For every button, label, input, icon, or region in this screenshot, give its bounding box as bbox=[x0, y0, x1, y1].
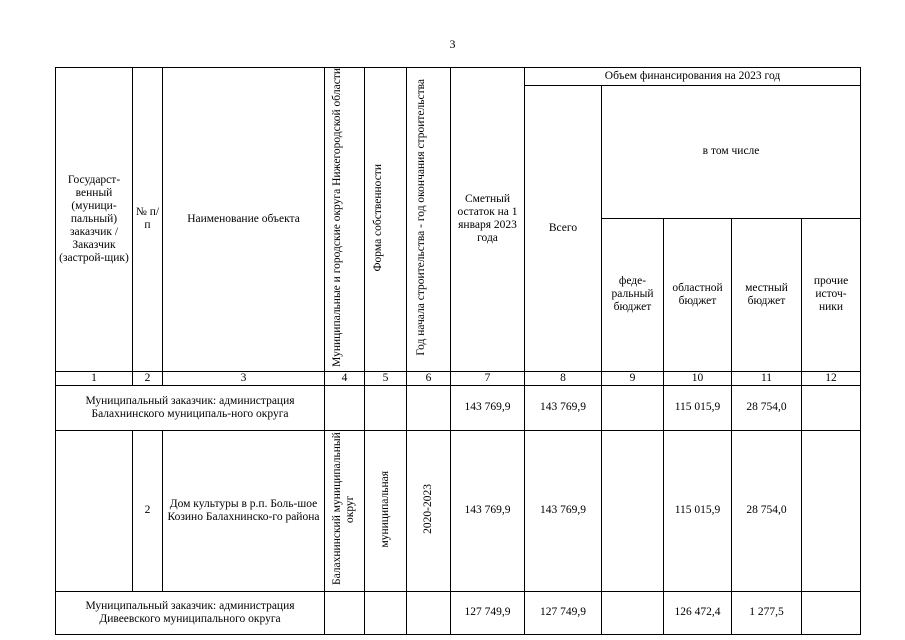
header-municipal bbox=[325, 68, 365, 372]
other-cell bbox=[802, 385, 861, 430]
column-number: 3 bbox=[163, 371, 325, 385]
column-number: 4 bbox=[325, 371, 365, 385]
other-cell bbox=[802, 591, 861, 634]
years-cell-text: 2020-2023 bbox=[422, 483, 434, 534]
column-number: 5 bbox=[365, 371, 407, 385]
total-cell: 143 769,9 bbox=[525, 385, 602, 430]
empty-cell bbox=[365, 591, 407, 634]
empty-cell bbox=[56, 430, 133, 591]
column-number: 12 bbox=[802, 371, 861, 385]
column-number: 2 bbox=[133, 371, 163, 385]
header-object-name: Наименование объекта bbox=[163, 68, 325, 372]
other-cell bbox=[802, 430, 861, 591]
header-ownership-text: Форма собственности bbox=[371, 163, 384, 272]
local-cell: 28 754,0 bbox=[732, 385, 802, 430]
regional-cell: 126 472,4 bbox=[664, 591, 732, 634]
empty-cell bbox=[325, 591, 365, 634]
column-number: 11 bbox=[732, 371, 802, 385]
header-ownership bbox=[365, 68, 407, 372]
column-number: 1 bbox=[56, 371, 133, 385]
customer-cell: Муниципальный заказчик: администрация Балахнинского муниципаль-ного округа bbox=[56, 385, 325, 430]
column-number: 7 bbox=[451, 371, 525, 385]
number-cell: 2 bbox=[133, 430, 163, 591]
column-numbers-row bbox=[56, 371, 861, 385]
municipal-cell bbox=[325, 430, 365, 591]
column-number: 9 bbox=[602, 371, 664, 385]
balance-cell: 143 769,9 bbox=[451, 385, 525, 430]
balance-cell: 143 769,9 bbox=[451, 430, 525, 591]
header-regional: областной бюджет bbox=[664, 218, 732, 371]
header-municipal-text: Муниципальные и городские округа Нижегородской области bbox=[330, 68, 343, 367]
federal-cell bbox=[602, 385, 664, 430]
page-number: 3 bbox=[449, 37, 456, 51]
federal-cell bbox=[602, 591, 664, 634]
local-cell: 1 277,5 bbox=[732, 591, 802, 634]
header-years bbox=[407, 68, 451, 372]
empty-cell bbox=[407, 385, 451, 430]
table-row bbox=[56, 430, 861, 591]
table-row bbox=[56, 591, 861, 634]
table-row bbox=[56, 385, 861, 430]
federal-cell bbox=[602, 430, 664, 591]
empty-cell bbox=[325, 385, 365, 430]
ownership-cell bbox=[365, 430, 407, 591]
regional-cell: 115 015,9 bbox=[664, 385, 732, 430]
header-local: местный бюджет bbox=[732, 218, 802, 371]
header-federal: феде-ральный бюджет bbox=[602, 218, 664, 371]
column-number: 10 bbox=[664, 371, 732, 385]
column-number: 8 bbox=[525, 371, 602, 385]
total-cell: 143 769,9 bbox=[525, 430, 602, 591]
years-cell bbox=[407, 430, 451, 591]
header-years-text: Год начала строительства - год окончания строительства bbox=[414, 79, 427, 356]
local-cell: 28 754,0 bbox=[732, 430, 802, 591]
financing-table bbox=[55, 67, 861, 635]
header-number: № п/п bbox=[133, 68, 163, 372]
municipal-cell-text: Балахнинский муниципальный округ bbox=[330, 432, 356, 586]
header-total: Всего bbox=[525, 86, 602, 372]
object-name-cell: Дом культуры в р.п. Боль-шое Козино Балахнинско-го района bbox=[163, 430, 325, 591]
empty-cell bbox=[407, 591, 451, 634]
empty-cell bbox=[365, 385, 407, 430]
total-cell: 127 749,9 bbox=[525, 591, 602, 634]
header-balance: Сметный остаток на 1 января 2023 года bbox=[451, 68, 525, 372]
customer-cell: Муниципальный заказчик: администрация Дивеевского муниципального округа bbox=[56, 591, 325, 634]
header-other: прочие источ-ники bbox=[802, 218, 861, 371]
header-customer: Государст-венный (муници-пальный) заказчик / Заказчик (застрой-щик) bbox=[56, 68, 133, 372]
column-number: 6 bbox=[407, 371, 451, 385]
regional-cell: 115 015,9 bbox=[664, 430, 732, 591]
header-funding-group: Объем финансирования на 2023 год bbox=[525, 68, 861, 86]
header-including: в том числе bbox=[602, 86, 861, 219]
balance-cell: 127 749,9 bbox=[451, 591, 525, 634]
ownership-cell-text: муниципальная bbox=[379, 470, 391, 548]
